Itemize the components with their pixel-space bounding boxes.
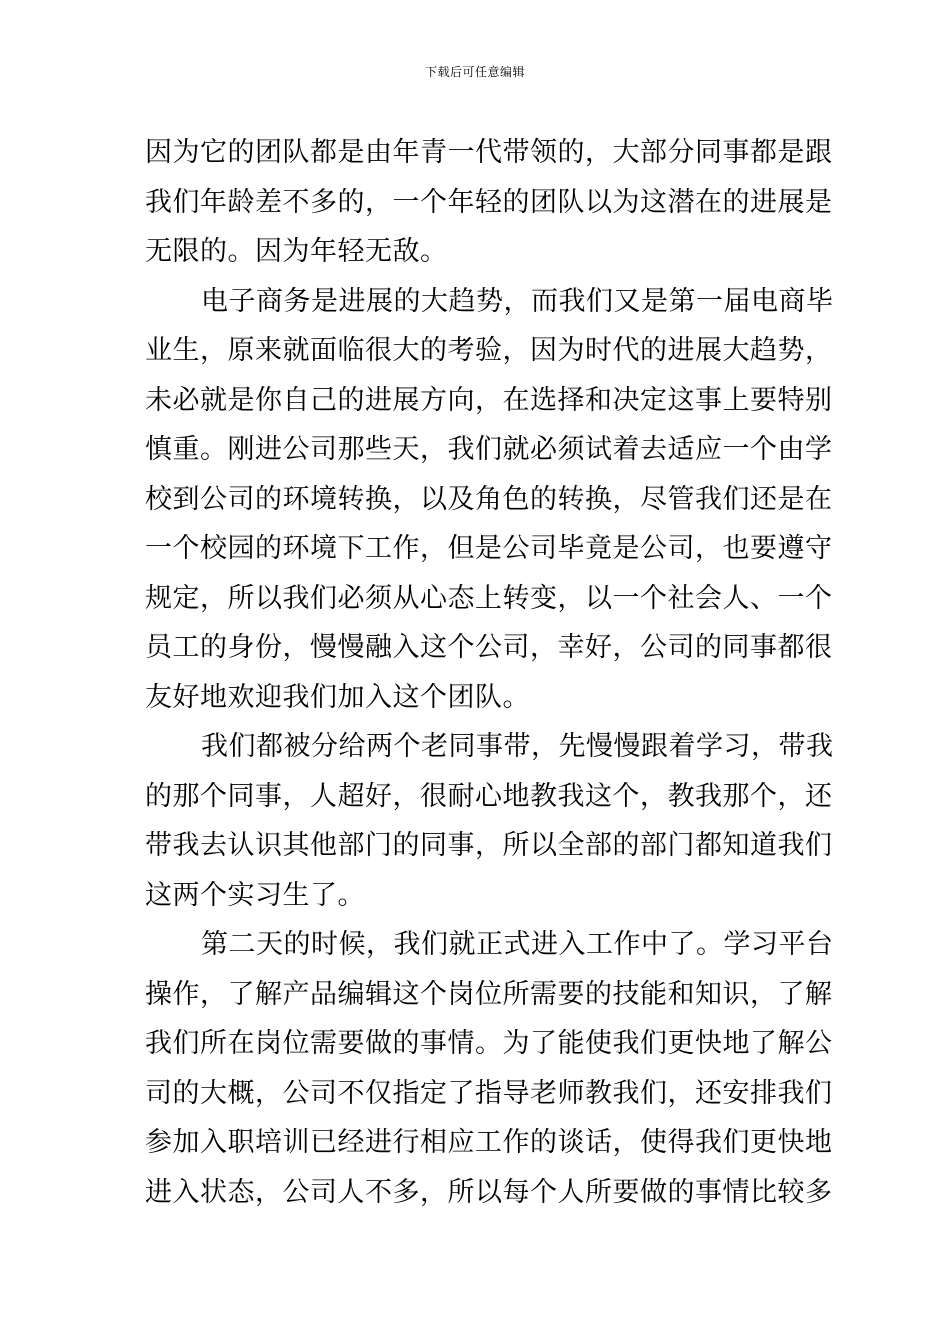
body-text	[145, 128, 834, 1217]
text-line: 参加入职培训已经进行相应工作的谈话，使得我们更快地	[145, 1127, 833, 1158]
text-line: 的那个同事，人超好，很耐心地教我这个，教我那个，还	[145, 780, 833, 812]
text-line: 我们年龄差不多的，一个年轻的团队以为这潜在的进展是	[145, 186, 833, 218]
text-line: 员工的身份，慢慢融入这个公司，幸好，公司的同事都很	[145, 632, 833, 663]
text-line: 因为它的团队都是由年青一代带领的，大部分同事都是跟	[145, 137, 833, 168]
text-line: 第二天的时候，我们就正式进入工作中了。学习平台	[201, 929, 834, 960]
text-line: 司的大概，公司不仅指定了指导老师教我们，还安排我们	[145, 1077, 833, 1109]
text-line: 我们都被分给两个老同事带，先慢慢跟着学习，带我	[201, 731, 834, 762]
text-line: 规定，所以我们必须从心态上转变，以一个社会人、一个	[145, 582, 833, 614]
text-line: 我们所在岗位需要做的事情。为了能使我们更快地了解公	[145, 1028, 833, 1059]
text-line: 业生，原来就面临很大的考验，因为时代的进展大趋势，	[145, 335, 833, 366]
text-line: 一个校园的环境下工作，但是公司毕竟是公司，也要遵守	[145, 533, 833, 564]
text-line: 电子商务是进展的大趋势，而我们又是第一届电商毕	[201, 285, 834, 317]
text-line: 操作，了解产品编辑这个岗位所需要的技能和知识，了解	[145, 978, 833, 1010]
text-line: 无限的。因为年轻无敌。	[145, 236, 448, 267]
text-line: 慎重。刚进公司那些天，我们就必须试着去适应一个由学	[145, 434, 833, 465]
text-line: 校到公司的环境转换，以及角色的转换，尽管我们还是在	[145, 483, 833, 515]
text-line: 友好地欢迎我们加入这个团队。	[145, 681, 530, 713]
page-header: 下载后可任意编辑	[424, 65, 525, 79]
text-line: 这两个实习生了。	[145, 879, 365, 911]
text-line: 进入状态，公司人不多，所以每个人所要做的事情比较多	[145, 1176, 833, 1208]
text-line: 带我去认识其他部门的同事，所以全部的部门都知道我们	[145, 830, 833, 861]
text-line: 未必就是你自己的进展方向，在选择和决定这事上要特别	[145, 384, 833, 416]
